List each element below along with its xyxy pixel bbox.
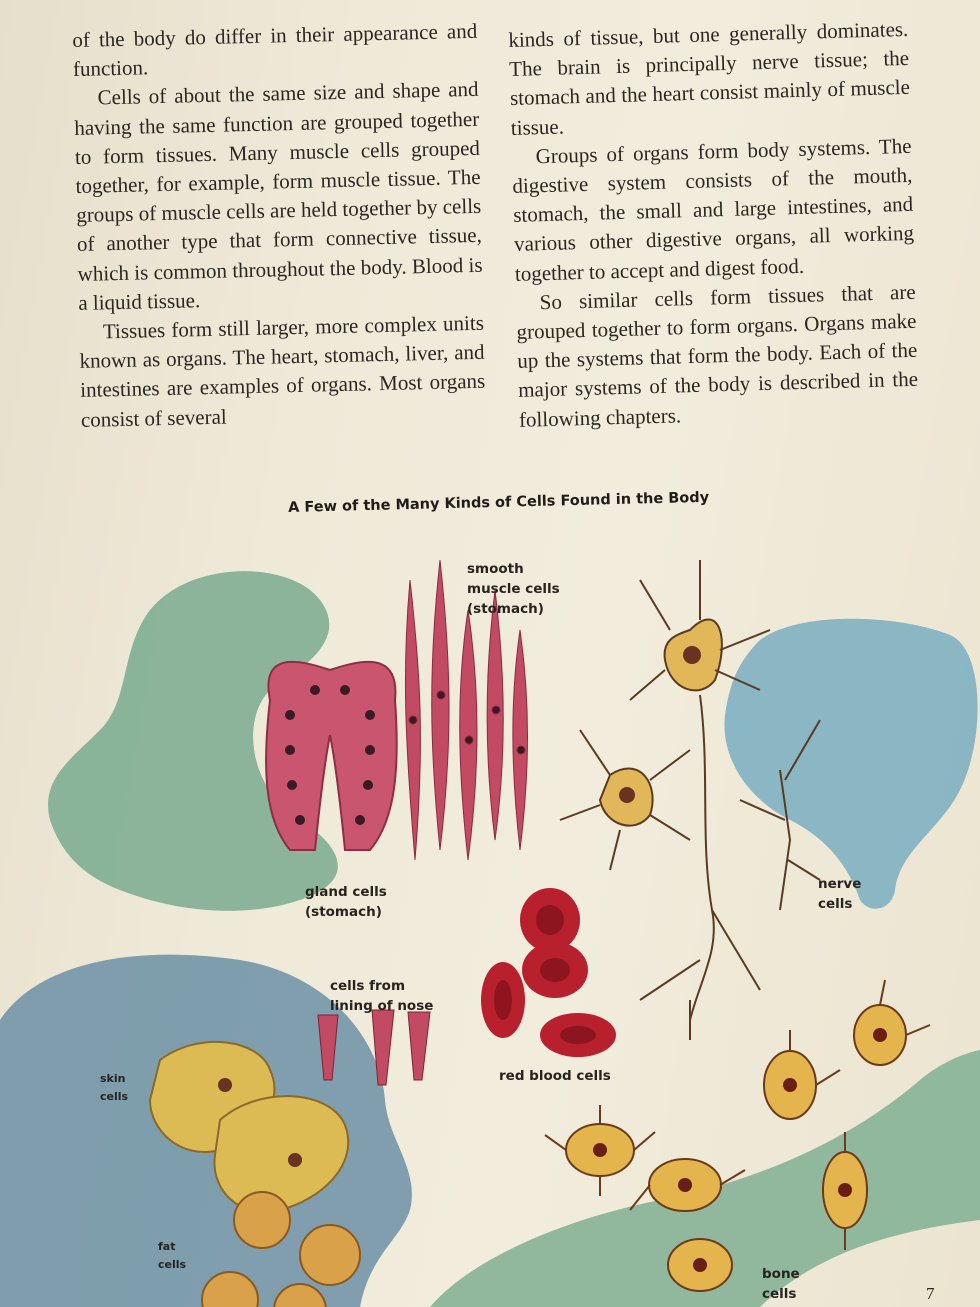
paragraph: Tissues form still larger, more complex units known as organs. The heart, stomach, liver, and intestines are examples of organs. Most organs consist of several xyxy=(79,310,486,432)
figure-title: A Few of the Many Kinds of Cells Found in the Body xyxy=(288,489,710,516)
red-blood-cells xyxy=(481,888,616,1057)
left-text-column xyxy=(72,17,486,435)
page-number: 7 xyxy=(926,1284,935,1303)
paragraph: of the body do differ in their appearance and function. xyxy=(72,18,478,82)
label-fat-cells: fat cells xyxy=(158,1240,187,1271)
label-smooth-muscle: smooth muscle cells (stomach) xyxy=(467,561,560,617)
label-red-blood-cells: red blood cells xyxy=(499,1068,611,1084)
label-nose-cells: cells from lining of nose xyxy=(330,978,434,1014)
label-gland-cells: gland cells (stomach) xyxy=(305,884,387,920)
label-bone-cells: bone cells xyxy=(762,1266,800,1302)
paragraph: So similar cells form tissues that are grouped together to form organs. Organs make up the systems that form the body. Each of the major systems of the body is described in the following chapters. xyxy=(516,279,919,432)
brain-silhouette xyxy=(724,619,977,909)
label-skin-cells: skin cells xyxy=(100,1072,129,1103)
gland-cells xyxy=(266,662,397,850)
paragraph: Cells of about the same size and shape and having the same function are grouped together to form tissues. Many muscle cells grouped together, for example, form muscle tissue. The groups of muscle cells are held together by cells of another type that form connective tissue, which is common throughout the body. Blood is a liquid tissue. xyxy=(74,77,483,315)
paragraph: kinds of tissue, but one generally dominates. The brain is principally nerve tissue; the stomach and the heart consist mainly of muscle tissue. xyxy=(508,16,911,140)
label-nerve-cells: nerve cells xyxy=(818,876,862,912)
paragraph: Groups of organs form body systems. The digestive system consists of the mouth, stomach, the small and large intestines, and various other digestive organs, all working together to accept and digest food. xyxy=(512,133,915,286)
right-text-column xyxy=(508,15,919,435)
